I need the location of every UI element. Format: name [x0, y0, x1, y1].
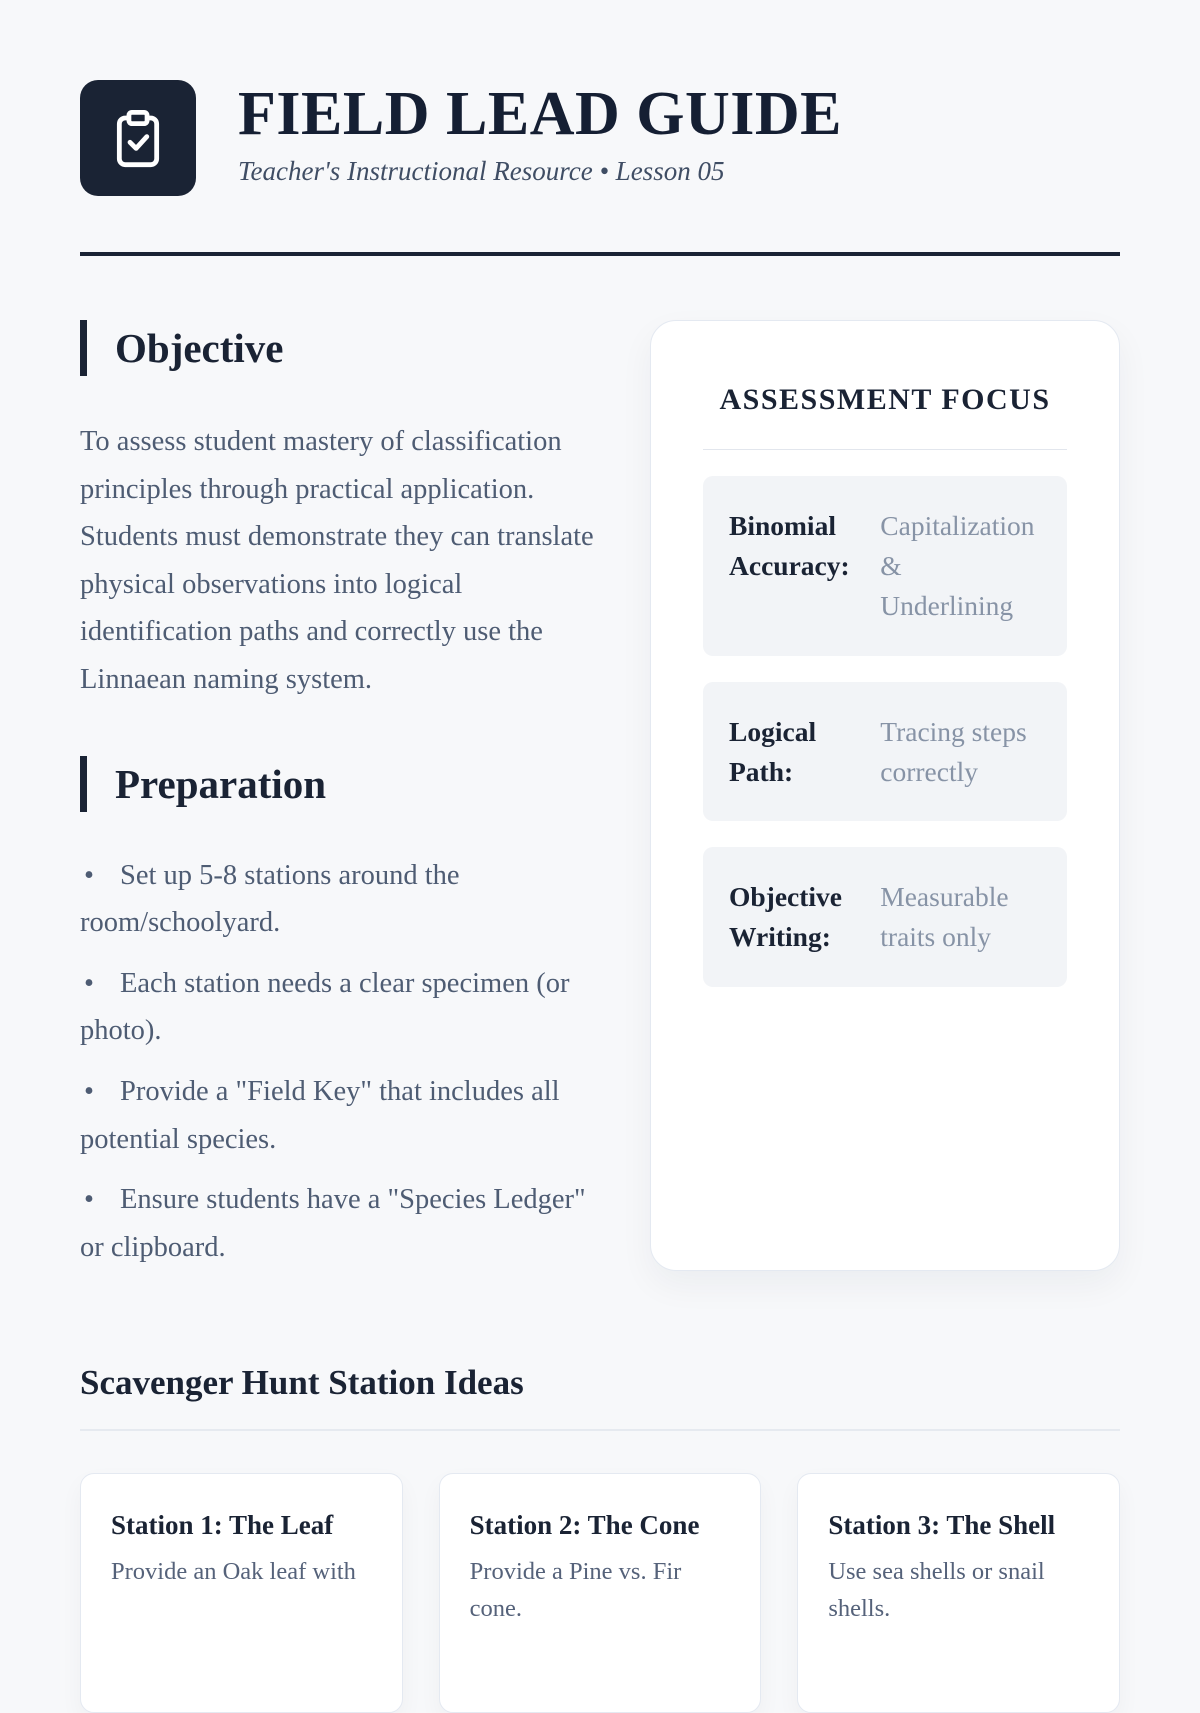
assessment-row-value: Capitalization & Underlining — [880, 510, 1035, 621]
assessment-row-value: Measurable traits only — [880, 881, 1009, 953]
station-body: Provide an Oak leaf with — [111, 1558, 356, 1586]
header-divider — [80, 252, 1120, 256]
assessment-row-label: Binomial Accuracy: — [729, 510, 850, 581]
list-item: • Ensure students have a "Species Ledger" or clipboard. — [80, 1176, 595, 1271]
assessment-row-label: Logical Path: — [729, 715, 817, 787]
assessment-row — [703, 682, 1067, 822]
preparation-title: Preparation — [115, 760, 327, 807]
heading-accent-bar — [80, 756, 87, 812]
station-title: Station 2: The Cone — [469, 1510, 700, 1541]
objective-body: To assess student mastery of classification principles through practical application. Students must demonstrate they can translate physical observations into logical identification paths and correctly use the Linnaean naming system. — [80, 426, 594, 695]
station-body: Use sea shells or snail shells. — [828, 1558, 1045, 1623]
assessment-row — [703, 847, 1067, 987]
list-item: • Set up 5-8 stations around the room/schoolyard. — [80, 852, 595, 947]
assessment-title: ASSESSMENT FOCUS — [719, 383, 1051, 416]
assessment-row-value: Tracing steps correctly — [880, 715, 1027, 787]
list-item: • Provide a "Field Key" that includes all potential species. — [80, 1068, 595, 1163]
preparation-heading — [80, 756, 595, 812]
page-title: FIELD LEAD GUIDE — [238, 80, 842, 148]
header-text — [238, 80, 842, 187]
objective-title: Objective — [115, 325, 284, 371]
header — [80, 80, 1120, 196]
station-title: Station 3: The Shell — [828, 1510, 1056, 1541]
stations-section — [80, 1363, 1120, 1713]
heading-accent-bar — [80, 320, 87, 376]
station-grid — [80, 1473, 1120, 1713]
left-column — [80, 320, 595, 1271]
main-columns — [80, 320, 1120, 1271]
assessment-focus-card — [650, 320, 1120, 1271]
objective-heading — [80, 320, 595, 376]
preparation-list — [80, 852, 595, 1272]
assessment-row-label: Objective Writing: — [729, 881, 843, 953]
station-card — [797, 1473, 1120, 1713]
station-card — [80, 1473, 403, 1713]
assessment-divider — [703, 449, 1067, 450]
station-title: Station 1: The Leaf — [111, 1510, 334, 1541]
list-item: • Each station needs a clear specimen (or photo). — [80, 960, 595, 1055]
page-subtitle: Teacher's Instructional Resource • Lesson 05 — [238, 156, 725, 187]
stations-divider — [80, 1429, 1120, 1431]
station-body: Provide a Pine vs. Fir cone. — [469, 1558, 682, 1623]
clipboard-check-icon — [80, 80, 196, 196]
assessment-row — [703, 476, 1067, 656]
preparation-section — [80, 756, 595, 1272]
objective-section — [80, 320, 595, 704]
stations-heading: Scavenger Hunt Station Ideas — [80, 1363, 524, 1403]
station-card — [439, 1473, 762, 1713]
